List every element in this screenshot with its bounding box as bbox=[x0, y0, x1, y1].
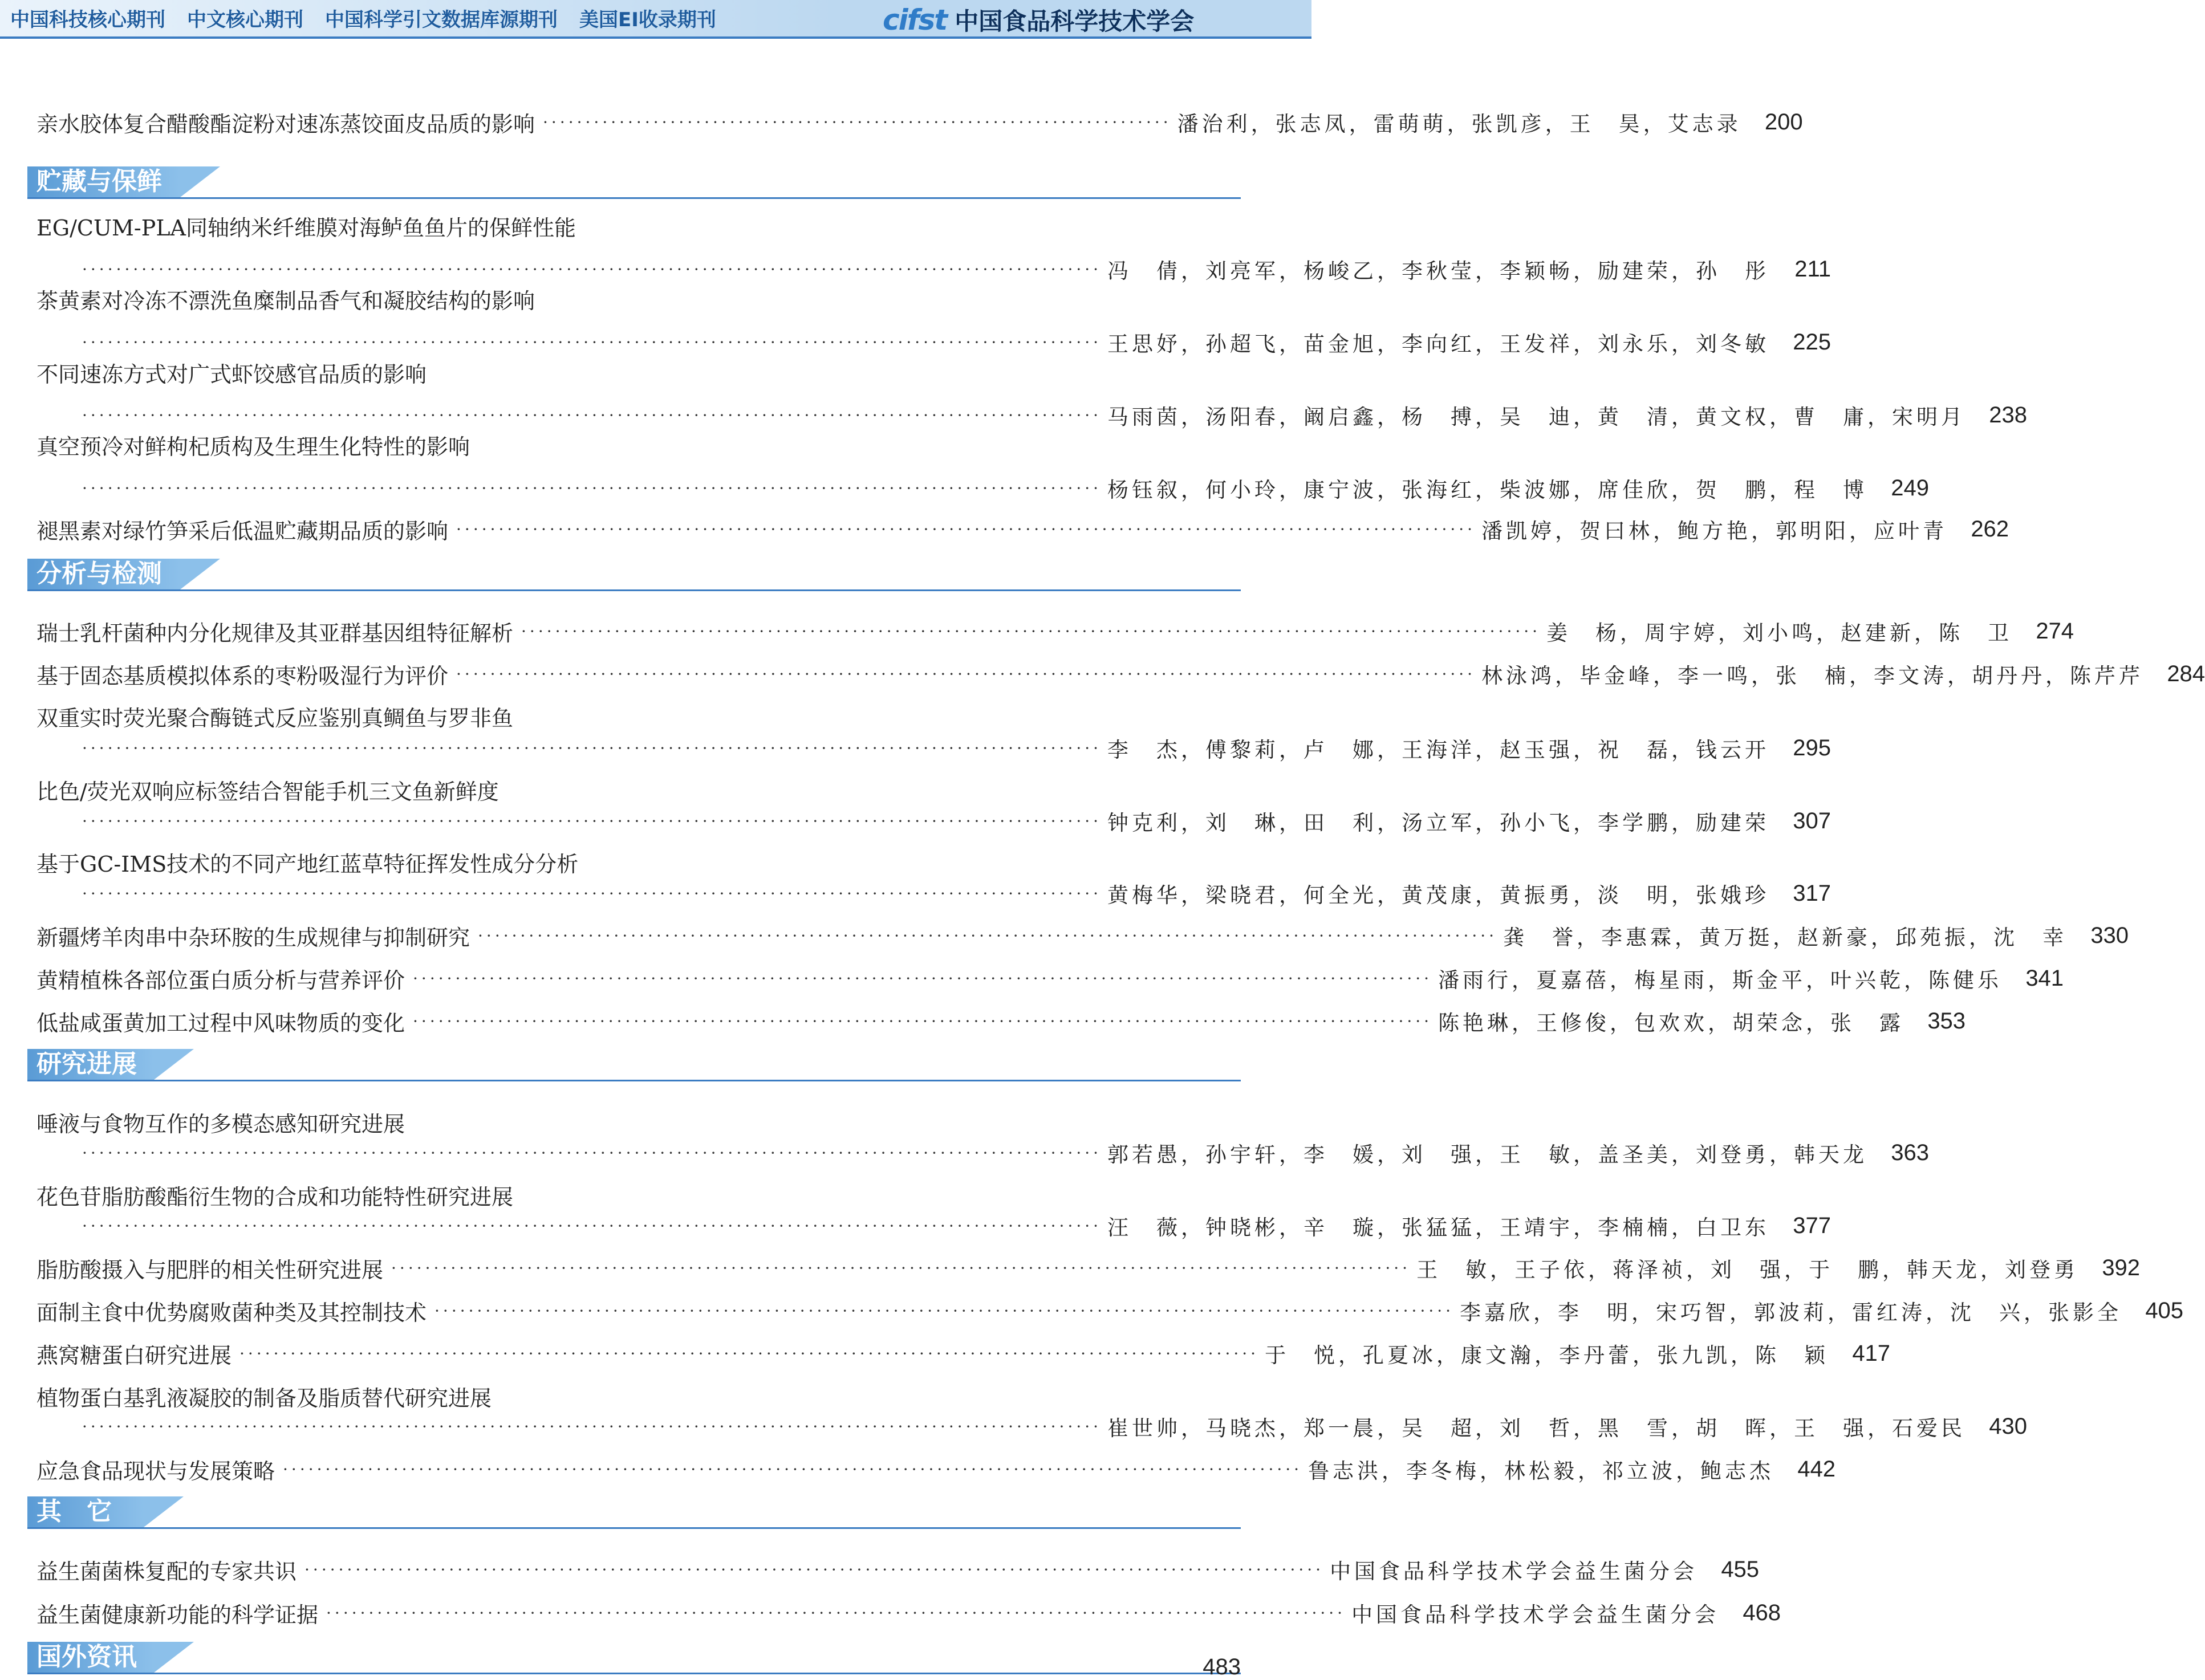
entry-title: 瑞士乳杆菌种内分化规律及其亚群基因组特征解析 bbox=[36, 620, 514, 646]
leader-dots: ························································································································ bbox=[82, 259, 1102, 279]
entry-title: 植物蛋白基乳液凝胶的制备及脂质替代研究进展 bbox=[36, 1385, 492, 1411]
entry-authors: 潘凯婷，贺曰林，鲍方艳，郭明阳，应叶青 bbox=[1481, 519, 1948, 543]
entry-title: 比色/荧光双响应标签结合智能手机三文鱼新鲜度 bbox=[36, 779, 499, 804]
entry-page: 284 bbox=[2167, 661, 2205, 686]
toc-entry-continuation[interactable] bbox=[82, 471, 1930, 505]
entry-title: 基于GC-IMS技术的不同产地红蓝草特征挥发性成分分析 bbox=[36, 851, 579, 877]
toc-entry-continuation[interactable] bbox=[82, 1136, 1930, 1170]
section-heading-tab bbox=[180, 559, 220, 589]
entry-authors: 龚 誉，李惠霖，黄万挺，赵新豪，邱苑振，沈 幸 bbox=[1503, 925, 2068, 950]
entry-page: 442 bbox=[1797, 1456, 1836, 1482]
leader-dots: ························································································································ bbox=[82, 405, 1102, 425]
entry-page: 295 bbox=[1793, 735, 1832, 760]
header-label-3: 中国科学引文数据库源期刊 bbox=[325, 9, 558, 31]
entry-page: 262 bbox=[1971, 516, 2009, 542]
entry-title: 燕窝糖蛋白研究进展 bbox=[36, 1343, 232, 1368]
entry-authors: 马雨茵，汤阳春，阚启鑫，杨 搏，吴 迪，黄 清，黄文权，曹 庸，宋明月 bbox=[1107, 405, 1966, 429]
entry-page: 341 bbox=[2025, 965, 2064, 991]
section-title: 国外资讯 bbox=[36, 1642, 137, 1671]
toc-entry[interactable] bbox=[36, 1379, 1241, 1413]
toc-entry[interactable] bbox=[36, 1251, 2141, 1285]
entry-page: 417 bbox=[1852, 1340, 1891, 1366]
leader-dots: ························································································································ bbox=[413, 1011, 1433, 1031]
entry-title: 低盐咸蛋黄加工过程中风味物质的变化 bbox=[36, 1010, 405, 1036]
leader-dots: ························································································································ bbox=[82, 884, 1102, 903]
toc-entry-continuation[interactable] bbox=[82, 252, 1832, 286]
entry-authors: 于 悦，孔夏冰，康文瀚，李丹蕾，张九凯，陈 颖 bbox=[1265, 1343, 1829, 1368]
entry-page: 307 bbox=[1793, 808, 1832, 833]
entry-authors: 李 杰，傅黎莉，卢 娜，王海洋，赵玉强，祝 磊，钱云开 bbox=[1107, 738, 1770, 762]
entry-authors: 冯 倩，刘亮军，杨峻乙，李秋莹，李颖畅，励建荣，孙 彤 bbox=[1107, 259, 1770, 283]
section-title: 其 它 bbox=[36, 1497, 112, 1526]
section-heading-tab bbox=[180, 166, 220, 197]
entry-authors: 姜 杨，周宇婷，刘小鸣，赵建新，陈 卫 bbox=[1546, 621, 2013, 645]
section-title: 贮藏与保鲜 bbox=[36, 167, 162, 196]
toc-entry[interactable] bbox=[36, 1452, 1836, 1486]
entry-title: 黄精植株各部位蛋白质分析与营养评价 bbox=[36, 967, 405, 993]
entry-authors: 中国食品科学技术学会益生菌分会 bbox=[1330, 1559, 1698, 1584]
entry-authors: 李嘉欣，李 明，宋巧智，郭波莉，雷红涛，沈 兴，张影全 bbox=[1460, 1300, 2122, 1325]
section-heading bbox=[27, 1049, 1241, 1081]
cifst-logo: cifst bbox=[883, 3, 947, 36]
section-heading-tab bbox=[154, 1049, 194, 1080]
entry-authors: 崔世帅，马晓杰，郑一晨，吴 超，刘 哲，黑 雪，胡 晖，王 强，石爱民 bbox=[1107, 1416, 1966, 1441]
toc-entry[interactable] bbox=[36, 355, 1241, 389]
entry-page: 238 bbox=[1989, 402, 2028, 428]
entry-title: 花色苷脂肪酸酯衍生物的合成和功能特性研究进展 bbox=[36, 1184, 514, 1210]
entry-title: 益生菌菌株复配的专家共识 bbox=[36, 1559, 297, 1584]
toc-entry-continuation[interactable] bbox=[82, 804, 1832, 838]
entry-title: 真空预冷对鲜枸杞质构及生理生化特性的影响 bbox=[36, 434, 470, 459]
entry-title: 应急食品现状与发展策略 bbox=[36, 1458, 275, 1484]
toc-entry-continuation[interactable] bbox=[82, 1209, 1832, 1243]
section-rule bbox=[27, 1080, 1241, 1081]
leader-dots: ························································································································ bbox=[521, 621, 1541, 641]
section-rule bbox=[27, 197, 1241, 199]
leader-dots: ························································································································ bbox=[283, 1459, 1303, 1479]
entry-title: 茶黄素对冷冻不漂洗鱼糜制品香气和凝胶结构的影响 bbox=[36, 288, 535, 314]
entry-title: 面制主食中优势腐败菌种类及其控制技术 bbox=[36, 1300, 427, 1325]
society-name: 中国食品科学技术学会 bbox=[955, 7, 1195, 35]
header-label-1: 中国科技核心期刊 bbox=[10, 9, 165, 31]
entry-title: 双重实时荧光聚合酶链式反应鉴别真鲷鱼与罗非鱼 bbox=[36, 705, 514, 731]
toc-entry[interactable] bbox=[36, 512, 2009, 546]
entry-page: 353 bbox=[1927, 1008, 1966, 1034]
entry-title: 新疆烤羊肉串中杂环胺的生成规律与抑制研究 bbox=[36, 925, 470, 950]
leader-dots: ························································································································ bbox=[82, 332, 1102, 352]
leader-dots: ························································································································ bbox=[478, 926, 1498, 945]
entry-page: 455 bbox=[1721, 1556, 1760, 1582]
toc-entry-continuation[interactable] bbox=[82, 731, 1832, 765]
leader-dots: ························································································································ bbox=[326, 1603, 1346, 1622]
entry-title: 不同速冻方式对广式虾饺感官品质的影响 bbox=[36, 361, 427, 387]
entry-authors: 鲁志洪，李冬梅，林松毅，祁立波，鲍志杰 bbox=[1308, 1459, 1774, 1483]
toc-entry[interactable] bbox=[36, 657, 2205, 691]
leader-dots: ························································································································ bbox=[239, 1344, 1260, 1363]
entry-page: 225 bbox=[1793, 329, 1832, 355]
toc-entry[interactable] bbox=[36, 845, 1241, 879]
toc-entry[interactable] bbox=[36, 918, 2129, 953]
entry-authors: 汪 薇，钟晓彬，辛 璇，张猛猛，王靖宇，李楠楠，白卫东 bbox=[1107, 1215, 1770, 1240]
toc-entry-continuation[interactable] bbox=[82, 876, 1832, 910]
entry-authors: 潘雨行，夏嘉蓓，梅星雨，斯金平，叶兴乾，陈健乐 bbox=[1438, 968, 2003, 992]
entry-title: 脂肪酸摄入与肥胖的相关性研究进展 bbox=[36, 1257, 384, 1283]
entry-page: 249 bbox=[1891, 475, 1930, 501]
leader-dots: ························································································································ bbox=[82, 811, 1102, 831]
leader-dots: ························································································································ bbox=[304, 1560, 1325, 1579]
entry-authors: 郭若愚，孙宇轩，李 媛，刘 强，王 敏，盖圣美，刘登勇，韩天龙 bbox=[1107, 1142, 1868, 1167]
entry-authors: 陈艳琳，王修俊，包欢欢，胡荣念，张 露 bbox=[1438, 1011, 1904, 1035]
section-heading bbox=[27, 166, 1241, 198]
toc-entry[interactable] bbox=[36, 282, 1241, 316]
toc-entry[interactable] bbox=[36, 1596, 1781, 1630]
entry-page: 211 bbox=[1794, 256, 1832, 282]
toc-entry-continuation[interactable] bbox=[82, 398, 2028, 432]
entry-title: 基于固态基质模拟体系的枣粉吸湿行为评价 bbox=[36, 663, 449, 689]
toc-entry[interactable] bbox=[36, 614, 2074, 648]
leader-dots: ························································································································ bbox=[456, 519, 1476, 539]
toc-entry-continuation[interactable] bbox=[82, 1409, 2028, 1443]
entry-title: 亲水胶体复合醋酸酯淀粉对速冻蒸饺面皮品质的影响 bbox=[36, 111, 535, 137]
section-page-row[interactable] bbox=[36, 1655, 1241, 1678]
entry-page: 274 bbox=[2036, 618, 2074, 644]
toc-entry[interactable] bbox=[36, 699, 1241, 733]
toc-entry[interactable] bbox=[36, 961, 2064, 995]
leader-dots: ························································································································ bbox=[82, 1216, 1102, 1235]
entry-page: 405 bbox=[2145, 1297, 2184, 1323]
leader-dots: ························································································································ bbox=[82, 1417, 1102, 1436]
entry-page: 468 bbox=[1743, 1600, 1781, 1625]
section-heading bbox=[27, 559, 1241, 591]
entry-page: 200 bbox=[1764, 109, 1803, 135]
leader-dots: ························································································································ bbox=[82, 1143, 1102, 1162]
entry-page: 317 bbox=[1793, 880, 1832, 906]
entry-page: 430 bbox=[1989, 1413, 2028, 1439]
entry-title: 益生菌健康新功能的科学证据 bbox=[36, 1602, 319, 1628]
toc-entry[interactable] bbox=[36, 1178, 1241, 1212]
toc-entry[interactable] bbox=[36, 1293, 2184, 1328]
toc-entry[interactable] bbox=[36, 1004, 1966, 1038]
leader-dots: ························································································································ bbox=[82, 738, 1102, 758]
entry-authors: 林泳鸿，毕金峰，李一鸣，张 楠，李文涛，胡丹丹，陈芹芹 bbox=[1481, 664, 2144, 688]
entry-page: 392 bbox=[2102, 1255, 2141, 1280]
section-rule bbox=[27, 1527, 1241, 1529]
leader-dots: ·········································································· bbox=[543, 112, 1172, 132]
leader-dots: ························································································································ bbox=[82, 478, 1102, 498]
entry-authors: 钟克利，刘 琳，田 利，汤立军，孙小飞，李学鹏，励建荣 bbox=[1107, 811, 1770, 835]
entry-page: 377 bbox=[1793, 1213, 1832, 1238]
section-title: 分析与检测 bbox=[36, 559, 162, 588]
section-title: 研究进展 bbox=[36, 1050, 137, 1079]
entry-page: 330 bbox=[2090, 922, 2129, 948]
entry-page: 363 bbox=[1891, 1140, 1930, 1165]
toc-entry[interactable] bbox=[36, 772, 1241, 807]
leader-dots: ························································································································ bbox=[391, 1258, 1411, 1278]
header-label-4: 美国EI收录期刊 bbox=[579, 9, 716, 31]
toc-entry[interactable] bbox=[36, 209, 1241, 243]
toc-entry-continuation[interactable] bbox=[82, 325, 1832, 359]
entry-authors: 王 敏，王子依，蒋泽祯，刘 强，于 鹏，韩天龙，刘登勇 bbox=[1416, 1258, 2079, 1282]
toc-entry[interactable] bbox=[36, 1336, 1891, 1370]
entry-title: 唾液与食物互作的多模态感知研究进展 bbox=[36, 1111, 405, 1137]
entry-authors: 王思妤，孙超飞，苗金旭，李向红，王发祥，刘永乐，刘冬敏 bbox=[1107, 332, 1770, 356]
section-page: 483 bbox=[1203, 1654, 1241, 1679]
section-heading bbox=[27, 1496, 1241, 1528]
toc-entry[interactable] bbox=[36, 428, 1241, 462]
entry-authors: 中国食品科学技术学会益生菌分会 bbox=[1351, 1602, 1720, 1627]
leader-dots: ························································································································ bbox=[456, 664, 1476, 684]
entry-title: 褪黑素对绿竹笋采后低温贮藏期品质的影响 bbox=[36, 518, 449, 544]
toc-entry[interactable] bbox=[36, 1105, 1241, 1139]
entry-authors: 杨钰叙，何小玲，康宁波，张海红，柴波娜，席佳欣，贺 鹏，程 博 bbox=[1107, 478, 1868, 502]
toc-entry[interactable] bbox=[36, 105, 1803, 139]
leader-dots: ························································································································ bbox=[434, 1301, 1455, 1320]
section-heading-tab bbox=[144, 1496, 184, 1527]
entry-authors: 黄梅华，梁晓君，何全光，黄茂康，黄振勇，淡 明，张娥珍 bbox=[1107, 883, 1770, 908]
entry-authors: 潘治利，张志凤，雷萌萌，张凯彦，王 昊，艾志录 bbox=[1177, 112, 1741, 136]
section-rule bbox=[27, 589, 1241, 591]
leader-dots: ························································································································ bbox=[413, 969, 1433, 988]
toc-entry[interactable] bbox=[36, 1552, 1760, 1587]
entry-title: EG/CUM-PLA同轴纳米纤维膜对海鲈鱼鱼片的保鲜性能 bbox=[36, 215, 576, 241]
header-label-2: 中文核心期刊 bbox=[187, 9, 303, 31]
